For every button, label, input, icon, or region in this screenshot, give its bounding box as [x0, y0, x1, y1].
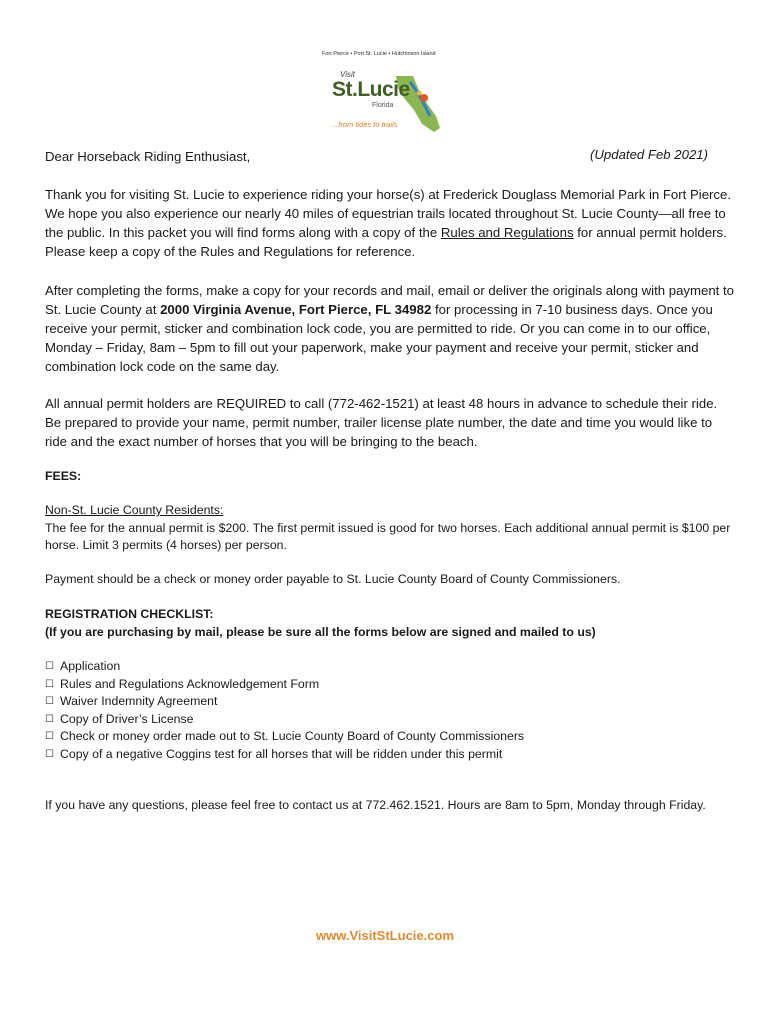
- checklist-item-label: Application: [60, 659, 121, 673]
- list-item: [45, 711, 735, 729]
- instructions-paragraph: [45, 281, 735, 376]
- instructions-text-b: for processing in 7-10 business days. Once you receive your permit, sticker and combination lock code, you are permitted to ride. Or you can come in to our office, Monday – Friday, 8am – 5pm to fill out your paperwork, make your payment and receive your permit, sticker and combination lock code on the same day.: [45, 302, 713, 374]
- list-item: [45, 676, 735, 694]
- logo-visit: Visit: [340, 70, 355, 79]
- checkbox-icon[interactable]: ☐: [45, 661, 54, 672]
- greeting: Dear Horseback Riding Enthusiast,: [45, 149, 251, 164]
- checklist-title: REGISTRATION CHECKLIST:: [45, 607, 214, 621]
- checklist-item-label: Waiver Indemnity Agreement: [60, 694, 218, 708]
- checklist-item-label: Rules and Regulations Acknowledgement Form: [60, 676, 320, 691]
- checkbox-icon[interactable]: ☐: [45, 731, 54, 742]
- contact-paragraph: If you have any questions, please feel free to contact us at 772.462.1521. Hours are 8am to 5pm, Monday through Friday.: [45, 798, 706, 812]
- checklist-item-label: Copy of a negative Coggins test for all horses that will be ridden under this permit: [60, 746, 503, 761]
- registration-checklist: [45, 658, 735, 763]
- intro-text-b: for annual permit holders. Please keep a copy of the Rules and Regulations for reference.: [45, 225, 727, 259]
- checklist-item-label: Copy of Driver’s License: [60, 711, 194, 726]
- list-item: [45, 746, 735, 764]
- non-resident-heading: Non-St. Lucie County Residents:: [45, 503, 224, 517]
- list-item: [45, 728, 735, 746]
- intro-paragraph: [45, 185, 735, 261]
- fees-heading: FEES:: [45, 469, 82, 483]
- non-resident-text: The fee for the annual permit is $200. The first permit issued is good for two horses. Each additional annual permit is $100 per horse. Limit 3 permits (4 horses) per person.: [45, 520, 731, 552]
- intro-text-a: Thank you for visiting St. Lucie to experience riding your horse(s) at Frederick Douglass Memorial Park in Fort Pierce. We hope you also experience our nearly 40 miles of equestrian trails located throughout St. Lucie County—all free to the public. In this packet you will find forms along with a copy of the: [45, 187, 732, 240]
- logo-slogan: ...from tides to trails: [332, 120, 398, 129]
- logo-name: St.Lucie: [332, 78, 410, 101]
- scheduling-paragraph: All annual permit holders are REQUIRED to call (772-462-1521) at least 48 hours in advance to schedule their ride. Be prepared to provide your name, permit number, trailer license plate number, the date and time you would like to ride and the exact number of horses that you will be bringing to the beach.: [45, 396, 718, 449]
- checklist-item-label: Check or money order made out to St. Lucie County Board of County Commissioners: [60, 729, 525, 743]
- instructions-text-a: After completing the forms, make a copy for your records and mail, email or deliver the originals along with payment to St. Lucie County at: [45, 283, 734, 317]
- logo-tagline: Fort Pierce • Port St. Lucie • Hutchinson Island: [322, 51, 436, 57]
- list-item: [45, 693, 735, 711]
- non-resident-fees: [45, 502, 735, 555]
- website-link[interactable]: www.VisitStLucie.com: [316, 928, 454, 943]
- payment-note: Payment should be a check or money order payable to St. Lucie County Board of County Commissioners.: [45, 572, 621, 586]
- visit-st-lucie-logo: [318, 48, 458, 140]
- checklist-heading: [45, 606, 735, 641]
- checkbox-icon[interactable]: ☐: [45, 696, 54, 707]
- updated-date: (Updated Feb 2021): [590, 147, 709, 162]
- mailing-address: 2000 Virginia Avenue, Fort Pierce, FL 34982: [160, 302, 432, 317]
- checkbox-icon[interactable]: ☐: [45, 713, 54, 725]
- checklist-note: (If you are purchasing by mail, please be sure all the forms below are signed and mailed to us): [45, 624, 596, 639]
- logo-state: Florida: [372, 102, 394, 109]
- list-item: [45, 658, 735, 676]
- checkbox-icon[interactable]: ☐: [45, 748, 54, 760]
- rules-link[interactable]: Rules and Regulations: [440, 225, 574, 240]
- checkbox-icon[interactable]: ☐: [45, 678, 54, 690]
